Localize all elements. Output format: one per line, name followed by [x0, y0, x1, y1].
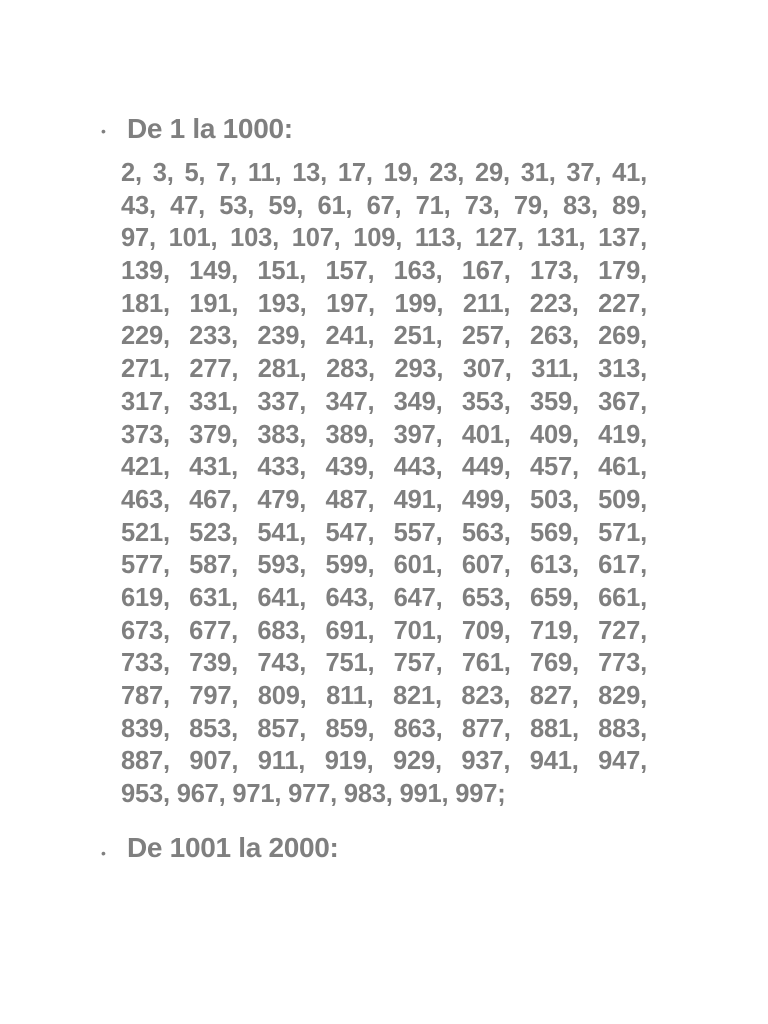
number-line: 2, 3, 5, 7, 11, 13, 17, 19, 23, 29, 31, 37, 41,: [121, 159, 647, 187]
number-line: 673, 677, 683, 691, 701, 709, 719, 727,: [121, 616, 647, 645]
number-line: 953, 967, 971, 977, 983, 991, 997;: [121, 780, 506, 809]
number-line: 421, 431, 433, 439, 443, 449, 457, 461,: [121, 453, 647, 482]
number-line: 887, 907, 911, 919, 929, 937, 941, 947,: [121, 747, 647, 776]
prime-number-list: [121, 157, 661, 811]
number-line: 787, 797, 809, 811, 821, 823, 827, 829,: [121, 682, 647, 710]
number-line: 373, 379, 383, 389, 397, 401, 409, 419,: [121, 420, 647, 449]
section-heading: De 1001 la 2000:: [127, 832, 339, 863]
number-line: 839, 853, 857, 859, 863, 877, 881, 883,: [121, 714, 647, 743]
bullet-icon: •: [101, 123, 106, 139]
number-line: 577, 587, 593, 599, 601, 607, 613, 617,: [121, 551, 647, 580]
number-line: 733, 739, 743, 751, 757, 761, 769, 773,: [121, 649, 647, 678]
number-line: 317, 331, 337, 347, 349, 353, 359, 367,: [121, 387, 647, 416]
section-heading: De 1 la 1000:: [127, 113, 293, 144]
number-line: 271, 277, 281, 283, 293, 307, 311, 313,: [121, 355, 647, 384]
number-line: 521, 523, 541, 547, 557, 563, 569, 571,: [121, 518, 647, 547]
number-line: 43, 47, 53, 59, 61, 67, 71, 73, 79, 83, 89,: [121, 191, 647, 220]
number-line: 619, 631, 641, 643, 647, 653, 659, 661,: [121, 583, 647, 612]
bullet-icon: •: [101, 845, 106, 861]
number-line: 139, 149, 151, 157, 163, 167, 173, 179,: [121, 257, 647, 286]
number-line: 181, 191, 193, 197, 199, 211, 223, 227,: [121, 289, 647, 318]
number-line: 229, 233, 239, 241, 251, 257, 263, 269,: [121, 322, 647, 351]
number-line: 463, 467, 479, 487, 491, 499, 503, 509,: [121, 485, 647, 514]
number-line: 97, 101, 103, 107, 109, 113, 127, 131, 137,: [121, 224, 647, 253]
